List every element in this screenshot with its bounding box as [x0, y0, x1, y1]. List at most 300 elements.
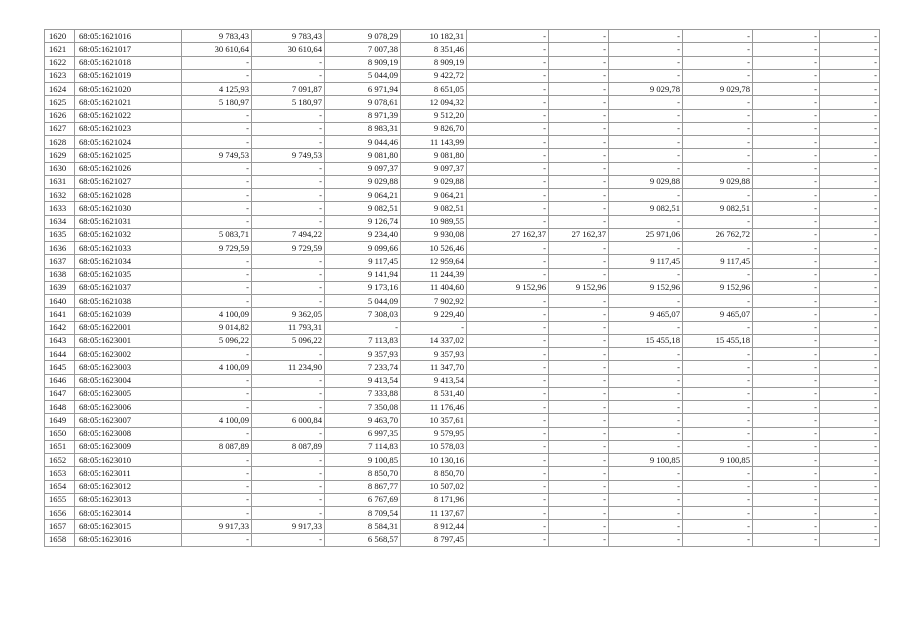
cell-row-number: 1622 — [45, 56, 75, 69]
table-row — [45, 440, 880, 453]
cell-value-2: 11 234,90 — [252, 361, 325, 374]
cell-value-1: - — [182, 202, 252, 215]
cell-value-5: - — [467, 122, 549, 135]
cell-row-number: 1656 — [45, 507, 75, 520]
cell-row-number: 1643 — [45, 334, 75, 347]
cell-cadastral-number: 68:05:1621017 — [75, 43, 182, 56]
cell-row-number: 1658 — [45, 533, 75, 546]
cell-value-1: - — [182, 427, 252, 440]
cell-value-6: - — [549, 149, 609, 162]
cell-value-5: - — [467, 401, 549, 414]
cell-value-1: 4 100,09 — [182, 414, 252, 427]
cell-cadastral-number: 68:05:1623001 — [75, 334, 182, 347]
table-row — [45, 520, 880, 533]
cell-value-1: - — [182, 136, 252, 149]
cell-value-6: - — [549, 467, 609, 480]
cell-value-1: - — [182, 493, 252, 506]
cell-value-9: - — [753, 43, 820, 56]
cell-value-4: 10 507,02 — [401, 480, 467, 493]
table-row — [45, 69, 880, 82]
cell-value-6: - — [549, 507, 609, 520]
cell-value-4: 10 182,31 — [401, 30, 467, 43]
cell-value-5: - — [467, 109, 549, 122]
cell-value-10: - — [820, 83, 880, 96]
cell-value-8: - — [683, 69, 753, 82]
cell-value-7: - — [609, 162, 683, 175]
cell-value-7: - — [609, 268, 683, 281]
cell-value-7: - — [609, 533, 683, 546]
cell-value-4: 8 171,96 — [401, 493, 467, 506]
cell-value-9: - — [753, 109, 820, 122]
cell-value-8: - — [683, 401, 753, 414]
cell-value-10: - — [820, 242, 880, 255]
cell-row-number: 1644 — [45, 348, 75, 361]
cell-value-6: - — [549, 30, 609, 43]
table-row — [45, 189, 880, 202]
cell-value-5: - — [467, 480, 549, 493]
cell-value-10: - — [820, 387, 880, 400]
cell-row-number: 1636 — [45, 242, 75, 255]
cell-value-1: - — [182, 454, 252, 467]
cell-value-3: - — [325, 321, 401, 334]
cell-value-6: - — [549, 96, 609, 109]
table-row — [45, 281, 880, 294]
cell-value-2: 9 783,43 — [252, 30, 325, 43]
cell-row-number: 1629 — [45, 149, 75, 162]
cell-value-6: - — [549, 189, 609, 202]
cell-value-8: - — [683, 109, 753, 122]
cell-value-2: - — [252, 493, 325, 506]
cell-value-3: 7 333,88 — [325, 387, 401, 400]
cell-value-8: - — [683, 268, 753, 281]
cell-value-7: 9 152,96 — [609, 281, 683, 294]
cell-value-7: 9 082,51 — [609, 202, 683, 215]
cell-value-6: - — [549, 122, 609, 135]
cell-value-3: 9 357,93 — [325, 348, 401, 361]
cell-value-8: - — [683, 56, 753, 69]
cell-value-2: - — [252, 454, 325, 467]
cell-value-8: 15 455,18 — [683, 334, 753, 347]
cell-value-10: - — [820, 149, 880, 162]
cell-value-8: - — [683, 361, 753, 374]
cell-value-9: - — [753, 30, 820, 43]
table-row — [45, 414, 880, 427]
cell-value-7: - — [609, 493, 683, 506]
cell-value-2: - — [252, 162, 325, 175]
cell-cadastral-number: 68:05:1621038 — [75, 295, 182, 308]
cell-row-number: 1632 — [45, 189, 75, 202]
cell-value-4: 9 512,20 — [401, 109, 467, 122]
cell-value-10: - — [820, 122, 880, 135]
cell-value-1: 5 083,71 — [182, 228, 252, 241]
cell-cadastral-number: 68:05:1623011 — [75, 467, 182, 480]
cell-value-6: 9 152,96 — [549, 281, 609, 294]
table-row — [45, 215, 880, 228]
cell-value-2: - — [252, 533, 325, 546]
cell-value-4: 11 244,39 — [401, 268, 467, 281]
cell-value-9: - — [753, 520, 820, 533]
cell-value-9: - — [753, 493, 820, 506]
cell-value-2: - — [252, 122, 325, 135]
cell-value-1: - — [182, 295, 252, 308]
cell-value-7: - — [609, 295, 683, 308]
cell-value-8: - — [683, 387, 753, 400]
cell-row-number: 1653 — [45, 467, 75, 480]
cell-value-9: - — [753, 69, 820, 82]
cell-value-6: - — [549, 480, 609, 493]
cell-cadastral-number: 68:05:1621028 — [75, 189, 182, 202]
cell-value-4: 9 422,72 — [401, 69, 467, 82]
cell-value-2: - — [252, 268, 325, 281]
cell-value-3: 9 029,88 — [325, 175, 401, 188]
cell-cadastral-number: 68:05:1623006 — [75, 401, 182, 414]
cell-value-7: - — [609, 427, 683, 440]
cell-value-1: - — [182, 507, 252, 520]
cell-value-4: 8 531,40 — [401, 387, 467, 400]
cell-value-1: - — [182, 56, 252, 69]
table-row — [45, 334, 880, 347]
cell-value-10: - — [820, 454, 880, 467]
cell-value-3: 6 971,94 — [325, 83, 401, 96]
table-row — [45, 30, 880, 43]
cell-value-6: - — [549, 308, 609, 321]
cell-value-5: - — [467, 268, 549, 281]
cell-value-6: - — [549, 334, 609, 347]
cell-value-3: 9 078,29 — [325, 30, 401, 43]
cell-value-9: - — [753, 533, 820, 546]
table-row — [45, 493, 880, 506]
cell-value-8: 9 029,78 — [683, 83, 753, 96]
table-row — [45, 136, 880, 149]
cell-value-10: - — [820, 215, 880, 228]
cell-value-7: - — [609, 189, 683, 202]
cell-cadastral-number: 68:05:1623009 — [75, 440, 182, 453]
cell-value-10: - — [820, 162, 880, 175]
cell-value-7: - — [609, 480, 683, 493]
cell-value-2: - — [252, 255, 325, 268]
cell-value-10: - — [820, 30, 880, 43]
cell-value-6: - — [549, 361, 609, 374]
cell-value-10: - — [820, 440, 880, 453]
cell-value-5: - — [467, 374, 549, 387]
cell-value-1: - — [182, 533, 252, 546]
cell-row-number: 1648 — [45, 401, 75, 414]
cell-row-number: 1652 — [45, 454, 75, 467]
cell-cadastral-number: 68:05:1621023 — [75, 122, 182, 135]
cell-value-5: - — [467, 175, 549, 188]
cell-value-1: - — [182, 109, 252, 122]
cell-value-8: - — [683, 507, 753, 520]
cell-value-3: 7 350,08 — [325, 401, 401, 414]
cell-value-7: - — [609, 56, 683, 69]
cell-value-6: 27 162,37 — [549, 228, 609, 241]
cell-value-1: 9 917,33 — [182, 520, 252, 533]
cell-value-10: - — [820, 136, 880, 149]
cell-value-8: 9 029,88 — [683, 175, 753, 188]
cell-value-8: - — [683, 520, 753, 533]
cell-value-1: - — [182, 387, 252, 400]
cell-value-5: - — [467, 69, 549, 82]
cell-value-9: - — [753, 321, 820, 334]
cell-value-2: - — [252, 175, 325, 188]
cell-value-7: - — [609, 321, 683, 334]
cell-value-9: - — [753, 281, 820, 294]
cell-value-3: 6 767,69 — [325, 493, 401, 506]
cell-value-7: - — [609, 96, 683, 109]
cell-value-10: - — [820, 43, 880, 56]
table-row — [45, 202, 880, 215]
cell-row-number: 1641 — [45, 308, 75, 321]
cell-value-8: - — [683, 43, 753, 56]
table-row — [45, 427, 880, 440]
cell-value-4: 7 902,92 — [401, 295, 467, 308]
cell-value-3: 5 044,09 — [325, 69, 401, 82]
cell-value-1: - — [182, 348, 252, 361]
cell-value-9: - — [753, 414, 820, 427]
cell-value-4: 12 959,64 — [401, 255, 467, 268]
cell-row-number: 1657 — [45, 520, 75, 533]
cell-value-1: - — [182, 175, 252, 188]
cell-value-7: - — [609, 467, 683, 480]
cell-value-10: - — [820, 374, 880, 387]
cell-value-6: - — [549, 440, 609, 453]
cell-value-3: 9 100,85 — [325, 454, 401, 467]
cell-cadastral-number: 68:05:1621016 — [75, 30, 182, 43]
cell-value-7: - — [609, 374, 683, 387]
cell-cadastral-number: 68:05:1621021 — [75, 96, 182, 109]
cell-value-9: - — [753, 467, 820, 480]
cell-value-5: - — [467, 96, 549, 109]
cell-value-10: - — [820, 507, 880, 520]
cell-value-1: - — [182, 281, 252, 294]
cell-value-7: 9 465,07 — [609, 308, 683, 321]
cell-cadastral-number: 68:05:1621030 — [75, 202, 182, 215]
cell-value-4: 11 404,60 — [401, 281, 467, 294]
cell-value-9: - — [753, 348, 820, 361]
cell-value-2: 9 362,05 — [252, 308, 325, 321]
table-row — [45, 507, 880, 520]
cell-value-3: 9 463,70 — [325, 414, 401, 427]
cell-value-3: 9 234,40 — [325, 228, 401, 241]
cell-value-6: - — [549, 401, 609, 414]
cell-value-10: - — [820, 427, 880, 440]
cell-value-5: 9 152,96 — [467, 281, 549, 294]
cell-value-7: - — [609, 215, 683, 228]
cell-value-4: 8 909,19 — [401, 56, 467, 69]
table-row — [45, 533, 880, 546]
cell-row-number: 1634 — [45, 215, 75, 228]
cell-value-7: 15 455,18 — [609, 334, 683, 347]
cell-cadastral-number: 68:05:1623002 — [75, 348, 182, 361]
cell-value-2: - — [252, 401, 325, 414]
cell-value-4: 9 082,51 — [401, 202, 467, 215]
cell-row-number: 1642 — [45, 321, 75, 334]
cell-value-8: - — [683, 149, 753, 162]
cell-row-number: 1631 — [45, 175, 75, 188]
cell-value-8: - — [683, 427, 753, 440]
cell-cadastral-number: 68:05:1621033 — [75, 242, 182, 255]
cell-value-6: - — [549, 69, 609, 82]
cell-value-5: - — [467, 136, 549, 149]
cell-cadastral-number: 68:05:1623013 — [75, 493, 182, 506]
cell-cadastral-number: 68:05:1621026 — [75, 162, 182, 175]
cell-row-number: 1621 — [45, 43, 75, 56]
table-row — [45, 56, 880, 69]
cell-value-6: - — [549, 374, 609, 387]
cell-value-4: 8 651,05 — [401, 83, 467, 96]
table-row — [45, 149, 880, 162]
cell-value-8: - — [683, 215, 753, 228]
cell-value-5: - — [467, 387, 549, 400]
cell-value-10: - — [820, 202, 880, 215]
cell-value-6: - — [549, 427, 609, 440]
cell-value-7: - — [609, 401, 683, 414]
cell-value-7: - — [609, 109, 683, 122]
cell-value-4: 10 989,55 — [401, 215, 467, 228]
cell-value-3: 7 007,38 — [325, 43, 401, 56]
table-row — [45, 96, 880, 109]
cell-value-2: - — [252, 348, 325, 361]
cell-value-9: - — [753, 427, 820, 440]
table-row — [45, 480, 880, 493]
cell-value-9: - — [753, 228, 820, 241]
cell-cadastral-number: 68:05:1621031 — [75, 215, 182, 228]
cell-value-2: 5 180,97 — [252, 96, 325, 109]
cell-value-1: - — [182, 401, 252, 414]
cell-row-number: 1637 — [45, 255, 75, 268]
cell-value-2: - — [252, 295, 325, 308]
cell-value-8: - — [683, 533, 753, 546]
cell-value-9: - — [753, 334, 820, 347]
cell-value-10: - — [820, 295, 880, 308]
cell-value-10: - — [820, 109, 880, 122]
cell-value-4: 10 357,61 — [401, 414, 467, 427]
cell-value-7: - — [609, 520, 683, 533]
cell-value-6: - — [549, 255, 609, 268]
cell-value-8: 9 152,96 — [683, 281, 753, 294]
cell-value-7: - — [609, 122, 683, 135]
cell-value-10: - — [820, 281, 880, 294]
cell-value-9: - — [753, 295, 820, 308]
cell-value-8: - — [683, 122, 753, 135]
cell-value-7: - — [609, 30, 683, 43]
table-row — [45, 175, 880, 188]
cell-value-9: - — [753, 374, 820, 387]
cell-value-10: - — [820, 480, 880, 493]
cell-value-1: 4 125,93 — [182, 83, 252, 96]
cell-value-10: - — [820, 189, 880, 202]
table-row — [45, 348, 880, 361]
cell-value-7: 25 971,06 — [609, 228, 683, 241]
cell-value-4: 9 229,40 — [401, 308, 467, 321]
cell-value-4: 8 912,44 — [401, 520, 467, 533]
cell-value-8: - — [683, 295, 753, 308]
cell-value-6: - — [549, 295, 609, 308]
cell-value-5: - — [467, 520, 549, 533]
cell-value-8: 9 465,07 — [683, 308, 753, 321]
cell-value-4: 10 578,03 — [401, 440, 467, 453]
cell-value-7: - — [609, 242, 683, 255]
cell-value-3: 9 082,51 — [325, 202, 401, 215]
cell-value-4: 9 357,93 — [401, 348, 467, 361]
cell-value-6: - — [549, 414, 609, 427]
cell-value-3: 7 114,83 — [325, 440, 401, 453]
cell-value-8: - — [683, 30, 753, 43]
cell-value-8: - — [683, 321, 753, 334]
cell-value-5: - — [467, 334, 549, 347]
cell-value-4: 11 137,67 — [401, 507, 467, 520]
cell-value-5: - — [467, 242, 549, 255]
cell-cadastral-number: 68:05:1623010 — [75, 454, 182, 467]
cell-cadastral-number: 68:05:1621022 — [75, 109, 182, 122]
cell-value-4: 10 526,46 — [401, 242, 467, 255]
cell-value-6: - — [549, 454, 609, 467]
cell-value-7: 9 029,78 — [609, 83, 683, 96]
table-row — [45, 162, 880, 175]
cell-value-1: - — [182, 122, 252, 135]
cell-value-8: - — [683, 414, 753, 427]
cell-cadastral-number: 68:05:1623015 — [75, 520, 182, 533]
cell-value-4: 8 797,45 — [401, 533, 467, 546]
cell-row-number: 1655 — [45, 493, 75, 506]
cell-value-4: 14 337,02 — [401, 334, 467, 347]
cell-cadastral-number: 68:05:1621018 — [75, 56, 182, 69]
cell-row-number: 1645 — [45, 361, 75, 374]
cell-value-6: - — [549, 56, 609, 69]
cell-row-number: 1654 — [45, 480, 75, 493]
cell-value-1: 4 100,09 — [182, 361, 252, 374]
cell-value-1: 9 014,82 — [182, 321, 252, 334]
cell-value-3: 9 081,80 — [325, 149, 401, 162]
table-row — [45, 109, 880, 122]
cell-value-5: - — [467, 454, 549, 467]
cell-value-2: 9 917,33 — [252, 520, 325, 533]
cell-value-8: - — [683, 374, 753, 387]
cell-cadastral-number: 68:05:1621035 — [75, 268, 182, 281]
cell-value-9: - — [753, 136, 820, 149]
cell-value-8: - — [683, 348, 753, 361]
cell-value-3: 8 983,31 — [325, 122, 401, 135]
cell-value-6: - — [549, 109, 609, 122]
cell-value-9: - — [753, 215, 820, 228]
cell-value-4: 12 094,32 — [401, 96, 467, 109]
cell-value-4: 10 130,16 — [401, 454, 467, 467]
cell-cadastral-number: 68:05:1623003 — [75, 361, 182, 374]
cell-value-10: - — [820, 56, 880, 69]
cell-cadastral-number: 68:05:1621024 — [75, 136, 182, 149]
cell-value-8: - — [683, 467, 753, 480]
cell-value-10: - — [820, 228, 880, 241]
cell-value-5: - — [467, 427, 549, 440]
cell-value-8: - — [683, 136, 753, 149]
cell-value-7: - — [609, 136, 683, 149]
cell-value-4: 9 579,95 — [401, 427, 467, 440]
cell-row-number: 1639 — [45, 281, 75, 294]
cell-value-2: - — [252, 189, 325, 202]
cell-value-2: - — [252, 215, 325, 228]
cell-value-3: 8 709,54 — [325, 507, 401, 520]
cell-value-1: 30 610,64 — [182, 43, 252, 56]
cell-row-number: 1620 — [45, 30, 75, 43]
cell-value-4: 8 850,70 — [401, 467, 467, 480]
cell-value-4: 9 064,21 — [401, 189, 467, 202]
cell-value-7: - — [609, 348, 683, 361]
cell-value-10: - — [820, 175, 880, 188]
cell-value-8: 9 117,45 — [683, 255, 753, 268]
table-row — [45, 401, 880, 414]
cell-value-5: - — [467, 308, 549, 321]
cell-value-8: - — [683, 480, 753, 493]
